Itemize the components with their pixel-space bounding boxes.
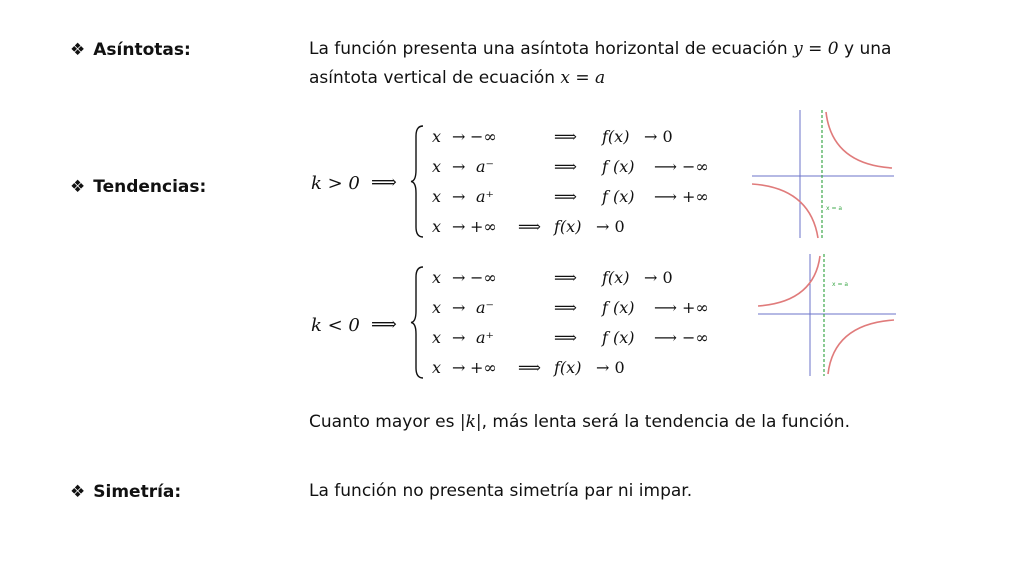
brace-k-negative: [410, 265, 426, 380]
brace-k-positive: [410, 124, 426, 239]
asintotas-heading: Asíntotas:: [93, 40, 191, 60]
hyperbola-branch-left: [752, 184, 818, 238]
condition-k-positive: k > 0: [311, 173, 360, 194]
horizontal-asymptote-eq: y = 0: [793, 39, 839, 59]
abs-k: |k|: [459, 412, 482, 432]
diamond-bullet-icon: ❖: [70, 482, 86, 502]
simetria-heading: Simetría:: [93, 482, 182, 502]
bullet-simetria: [70, 482, 181, 502]
asintotas-line-2: asíntota vertical de ecuación x = a: [309, 68, 606, 88]
vertical-asymptote-eq: x = a: [560, 68, 606, 88]
diamond-bullet-icon: ❖: [70, 177, 86, 197]
graph-k-negative: [758, 252, 898, 378]
tendencias-heading: Tendencias:: [93, 177, 207, 197]
asymptote-label: x = a: [832, 281, 849, 288]
asintotas-line-1: La función presenta una asíntota horizontal de ecuación y = 0 y una: [309, 39, 892, 59]
implies-k-negative: ⟹: [371, 314, 397, 335]
rows-k-negative: x → −∞ ⟹ f(x) → 0 x → a⁻ ⟹ f (x) ⟶ +∞ x → a⁺ ⟹ f (x) ⟶ −∞ x → +∞ ⟹ f(x) → 0: [432, 268, 709, 377]
graph-k-positive: [752, 108, 897, 240]
bullet-asintotas: [70, 40, 191, 60]
hyperbola-branch-left: [758, 256, 820, 306]
rows-k-positive: x → −∞ ⟹ f(x) → 0 x → a⁻ ⟹ f (x) ⟶ −∞ x → a⁺ ⟹ f (x) ⟶ +∞ x → +∞ ⟹ f(x) → 0: [432, 127, 709, 236]
tendency-note: Cuanto mayor es |k|, más lenta será la tendencia de la función.: [309, 412, 850, 432]
diamond-bullet-icon: ❖: [70, 40, 86, 60]
hyperbola-branch-right: [826, 112, 892, 168]
implies-k-positive: ⟹: [371, 172, 397, 193]
asymptote-label: x = a: [826, 205, 843, 212]
bullet-tendencias: [70, 177, 206, 197]
hyperbola-branch-right: [828, 320, 894, 374]
simetria-text: La función no presenta simetría par ni impar.: [309, 481, 693, 501]
condition-k-negative: k < 0: [311, 315, 360, 336]
